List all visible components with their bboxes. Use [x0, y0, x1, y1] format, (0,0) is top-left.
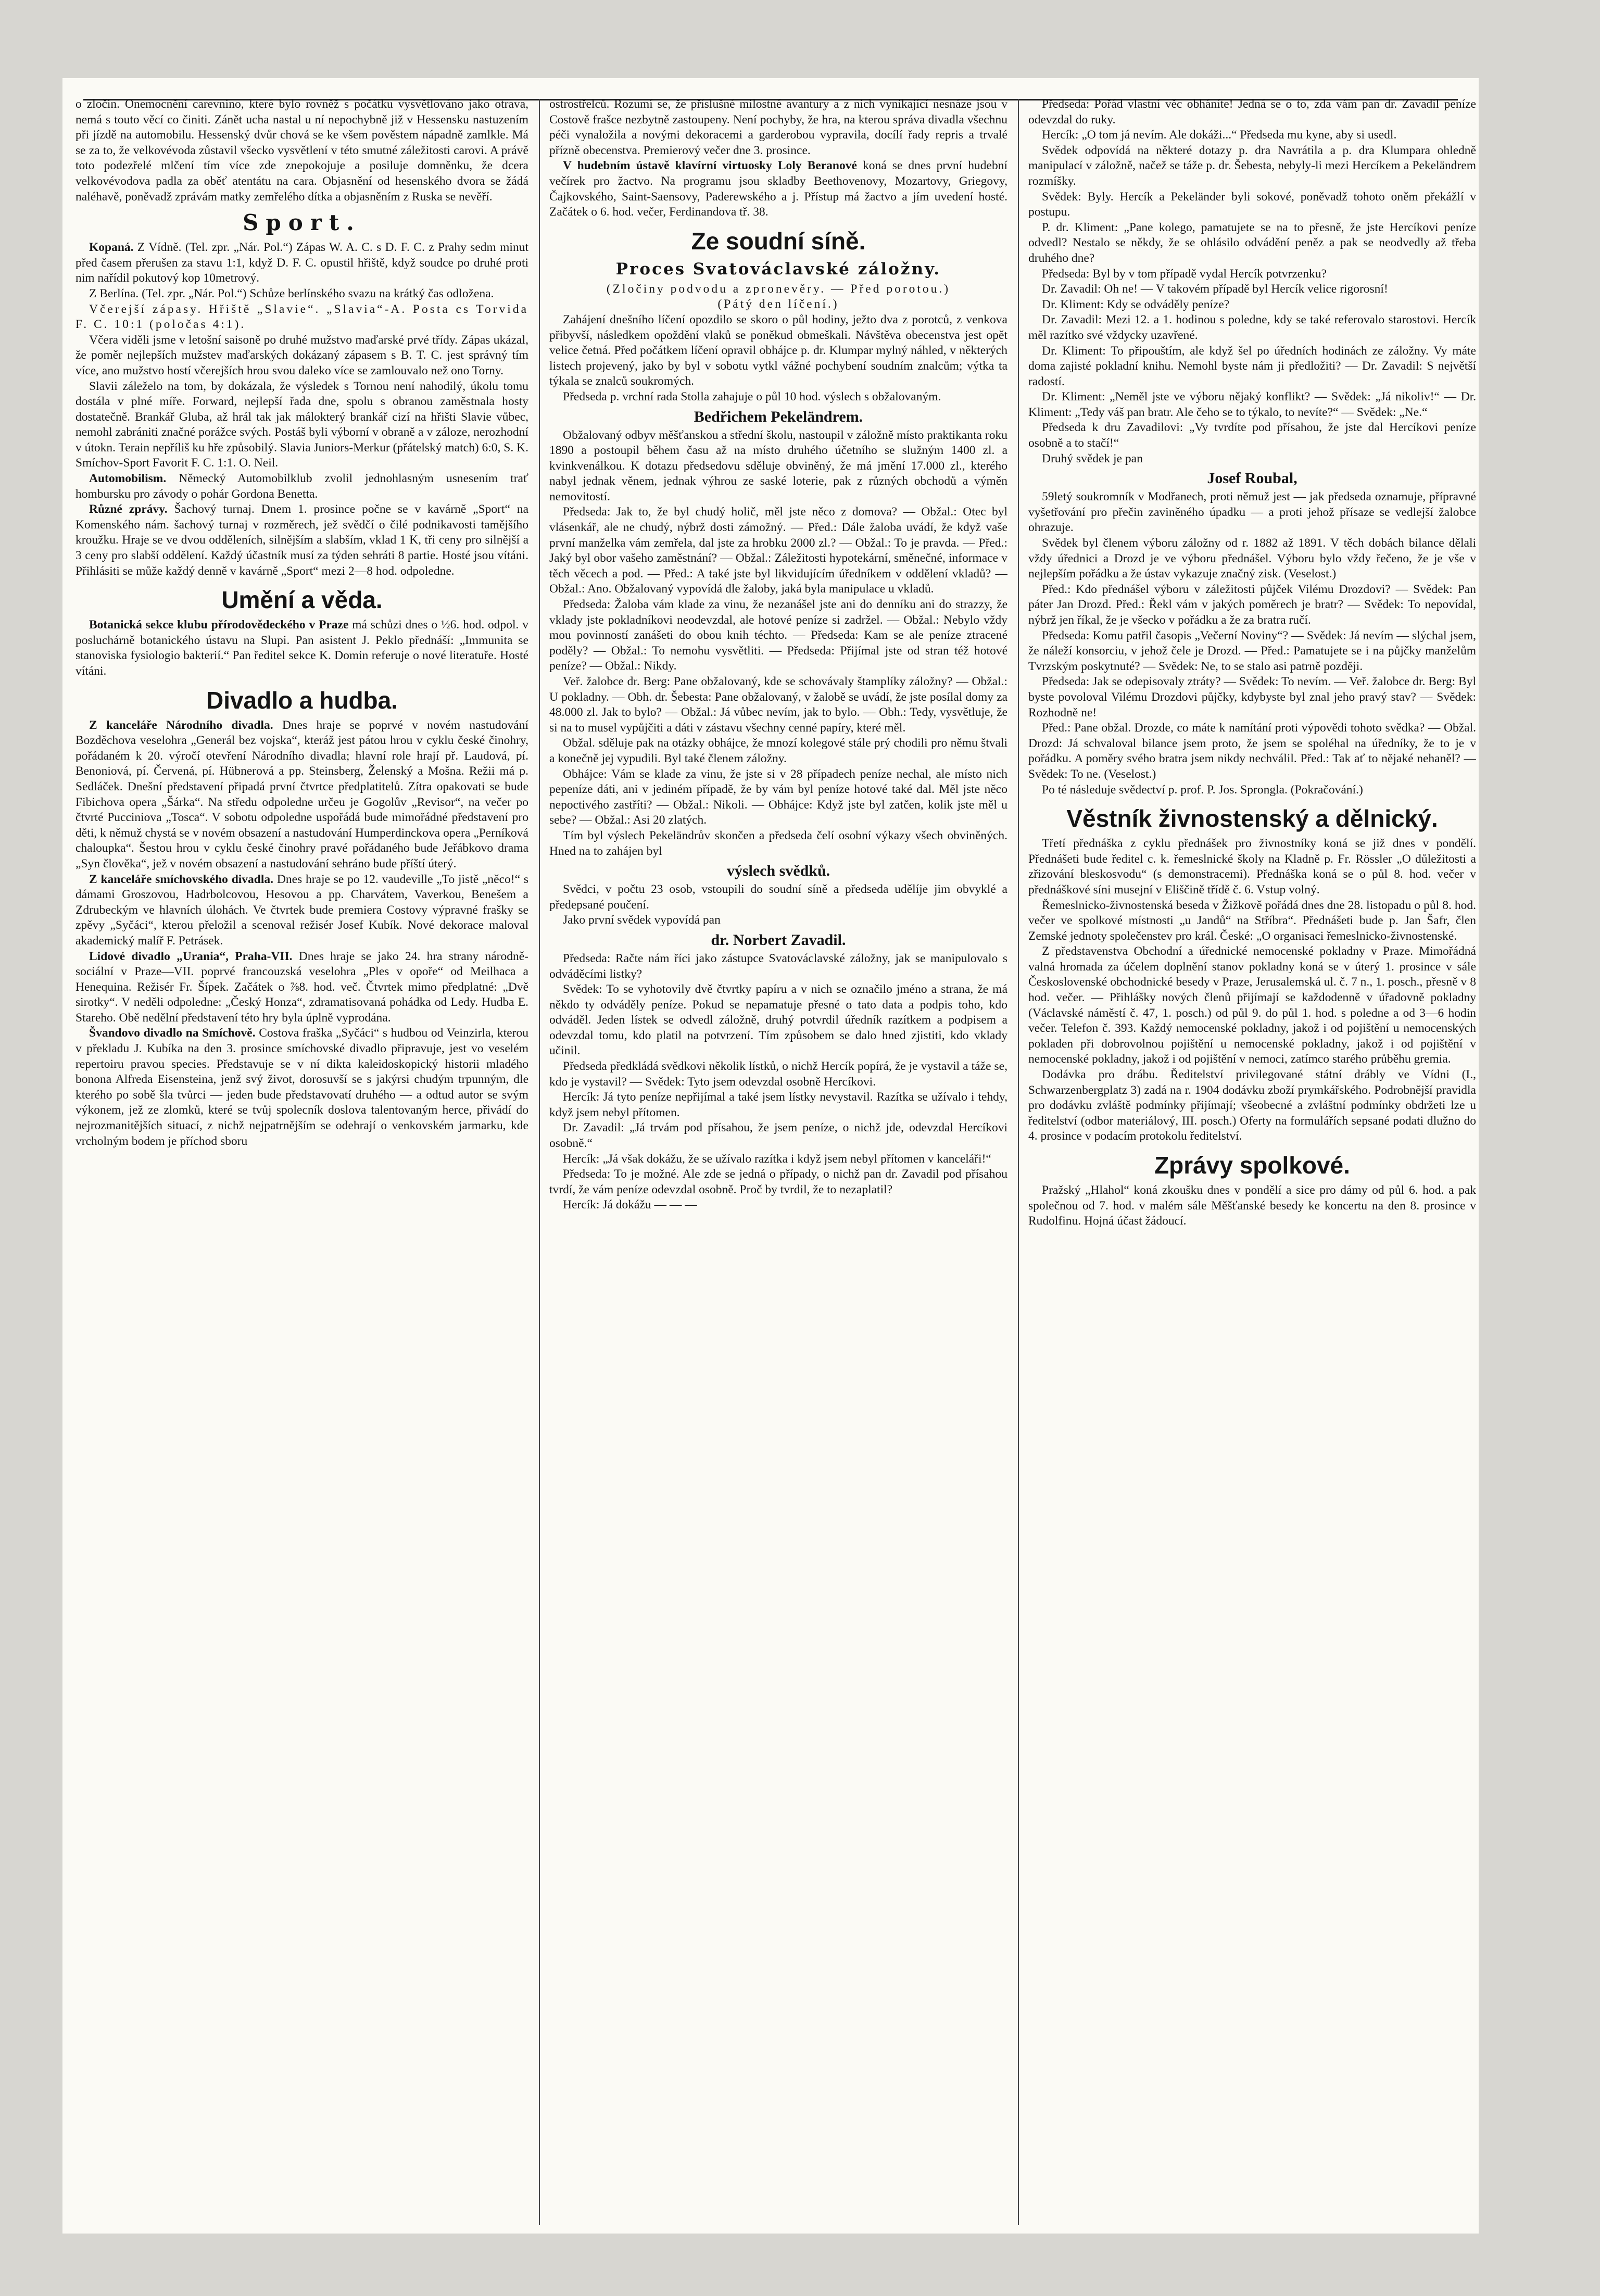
section-heading-soudni: Ze soudní síně.: [691, 227, 866, 255]
section-heading-zpravy: Zprávy spolkové.: [1154, 1152, 1350, 1179]
article-text: Předseda: To je možné. Ale zde se jedná o případy, o nichž pan dr. Zavadil pod přísahou tvrdí, že vám peníze odevzdal osobně. Proč by tvrdil, že to nezaplatil?: [549, 1167, 1007, 1196]
article-text: Předseda: Jak se odepisovaly ztráty? — Svědek: To nevím. — Veř. žalobce dr. Berg: Byl byste povoloval Vilému Drozdovi půjčky, kdybyste byl znal jeho pravý stav? — Svědek: Rozhodně ne!: [1028, 675, 1476, 720]
article-text: Svědek: To se vyhotovily dvě čtvrtky papíru a v nich se označilo jméno a strana, že má někdo ty odváděly peníze. Pokud se nepamatuje přesné o tato data a podpis toho, kdo odváděl. Jeden lístek se odvedl záložně, druhý potvrdil úředník razítkem a podpisem a odevzdal tomu, kdo platil na potvrzení. Tím způsobem se dalo hned zjistiti, kdo vklady učinil.: [549, 982, 1007, 1058]
article-text: Z představenstva Obchodní a úřednické nemocenské pokladny v Praze. Mimořádná valná hromada za účelem doplnění stanov pokladny koná se v úterý 1. prosince v sále Československé obchodnické besedy v Praze, Jerusalemská ul. č. 7 n., 1. posch., přesně v 8 hod. večer. — Přihlášky nových členů přijímají se každodenně v úřadovně pokladny (Václavské náměstí č. 47, 1. posch.) od půl 9. do půl 1. hod. s poledne a od 3—6 hodin večer. Telefon č. 393. Každý nemocenské pokladny, jakož i od pojištění u nemocenských pokladen při dobrovolnou pojištění u nemocenské pokladny, jakož i od pojištění v nemocenské pokladny, jakož i od pojištění v nemoci, zatímco starého průběhu gremia.: [1028, 944, 1476, 1066]
article-text: Hercík: „Já však dokážu, že se užívalo razítka i když jsem nebyl přítomen v kanceláři!“: [563, 1152, 991, 1166]
article-text: Svědek odpovídá na některé dotazy p. dra Navrátila a p. dra Klumpara ohledně manipulací v záložně, načež se táže p. dr. Šebesta, nebyly-li mezi Hercíkem a Pekeländrem rozmíšky.: [1028, 143, 1476, 188]
article-text: Dnes hraje se poprvé v novém nastudování Bozděchova veselohra „Generál bez vojska“, kteráž jest pátou hrou v cyklu české činohry, pořádaném k 20. výročí otevření Národního divadla; hlavní role hrají př. Laudová, pí. Benoniová, pí. Červená, pí. Hübnerová a pp. Steinsberg, Želenský a Mošna. Režii má p. Sedláček. Dnešní představení připadá první čtvrtce předplatitelů. Zítra opakovati se bude Fibichova opera „Šárka“. Na středu odpoledne určeu je Gogolův „Revisor“, na večer po čtvrté Pucciniova „Tosca“. V sobotu odpoledne uspořádá bude mimořádné představení pro děti, k němuž chystá se v novém obsazení a nastudování Humperdinckova opera „Perníková chaloupka“. Šestou hrou v cyklu české činohry pravé pořádaného bude Jeřábkovo drama „Syn člověka“, jež v novém obsazení a nastudování sehráno bude příští úterý.: [75, 718, 528, 871]
article-text: Jako první svědek vypovídá pan: [563, 913, 721, 927]
article-text: Tím byl výslech Pekeländrův skončen a předseda čelí osobní výkazy všech obviněných. Hned na to zahájen byl: [549, 828, 1007, 858]
article-text: Dnes hraje se jako 24. hra strany národně-sociální v Praze—VII. poprvé francouzská veselohra „Ples v opoře“ od Meilhaca a Henequina. Režisér Fr. Šípek. Začátek o ⅞8. hod. več. Čtvrtek mimo předplatné: „Dvě sirotky“. V neděli odpoledne: „Český Honza“, zdramatisovaná pohádka od Ledy. Hudba E. Stareho. Obě nedělní představení této hry byla úplně vyprodána.: [75, 949, 528, 1025]
article-text: Předseda p. vrchní rada Stolla zahajuje o půl 10 hod. výslech s obžalovaným.: [563, 389, 941, 403]
article-text: ostrostřelců. Rozumí se, že příslušné milostné avantury a z nich vynikající nesnáze jsou v Costově frašce nezbytně zastoupeny. Není pochyby, že hra, na kterou správa divadla všechnu péči vynaložila a novými dekoracemi a garderobou vypravila, docílí řady repris a trvalé přízně obecenstva. Premierový večer dne 3. prosince.: [549, 97, 1007, 157]
article-text: Dodávka pro drábu. Ředitelství privilegované státní drábly ve Vídni (I., Schwarzenbergplatz 3) zadá na r. 1904 dodávku zboží prymkářského. Podrobnější pravidla pro dodávku zvláště podmínky přijímají; všeobecné a zvláštní podmínky obdržeti lze u ředitelství (odbor materiálový, III. posch.) Oferty na formulářích sepsané podati dlužno do 4. prosince v podacím protokolu ředitelství.: [1028, 1068, 1476, 1143]
article-text: Veř. žalobce dr. Berg: Pane obžalovaný, kde se schovávaly štamplíky záložny? — Obžal.: U pokladny. — Obh. dr. Šebesta: Pane obžalovaný, v žalobě se uvádí, že jste posílal domy za 48.000 zl. Jak to bylo? — Obžal.: Já vůbec nevím, jak to bylo. — Obh.: Tedy, vysvětluje, že si na to musel vypůjčiti a dáti v zástavu všechny cenné papíry, které měl.: [549, 675, 1007, 735]
article-text: Svědek byl členem výboru záložny od r. 1882 až 1891. V těch dobách bilance dělali vždy úřednici a Drozd je ve výboru přednášel. Výboru bylo vždy řečeno, že je vše v nejlepším pořádku a že ústav vykazuje značný zisk. (Veselost.): [1028, 536, 1476, 581]
article-text: Z Vídně. (Tel. zpr. „Nár. Pol.“) Zápas W. A. C. s D. F. C. z Prahy sedm minut před časem přerušen za stavu 1:1, když D. F. C. opustil hřiště, když soudce po druhé proti nim nařídil pokutový kop 10metrový.: [75, 241, 528, 285]
item-label: Automobilism.: [89, 472, 167, 486]
item-label: Lidové divadlo „Urania“, Praha-VII.: [89, 949, 293, 963]
article-text: Costova fraška „Syčáci“ s hudbou od Veinzirla, kterou v překladu J. Kubíka na den 3. prosince smíchovské divadlo připravuje, jest vo veselém repertoiru pravou species. Představuje se v ní dikta kaleidoskopický historii mladého bonona Alfreda Eisensteina, jenž svý život, dorosuvší se s jakýrsi chudým trpunným, dle kterého po sobě šla tvůrci — jeden bude představovatí druhého — a odtud autor se svým výkonem, jež ze zlomků, které se tvůj spolecník doslova talentovaným herce, přivádí do nejrozmanitějších situací, z nichž nejpatrnějším se odehrají o venkovském jarmarku, kde vrcholným bodem je příchod sboru: [75, 1026, 528, 1148]
article-text: P. dr. Kliment: „Pane kolego, pamatujete se na to přesně, že jste Hercíkovi peníze odvedl? Nestalo se někdy, že se ohlásilo odvádění peněz a pak se neodvedly až třeba druhého dne?: [1028, 220, 1476, 265]
article-subtitle: (Zločiny podvodu a zpronevěry. — Před porotou.): [606, 282, 951, 296]
article-text: Dr. Zavadil: „Já trvám pod přísahou, že jsem peníze, o nichž jde, odevzdal Hercíkovi osobně.“: [549, 1121, 1007, 1151]
column-3: [1028, 97, 1476, 2234]
subheading: Bedřichem Pekeländrem.: [694, 408, 863, 425]
column-divider: [1018, 99, 1019, 2225]
article-text: Obžalovaný odbyv měšťanskou a střední školu, nastoupil v záložně místo praktikanta roku 1890 a postoupil během času až na místo druhého účetního se služným 1400 zl. a kvinkvenálkou. K dotazu předsedovu sděluje obviněný, že má jmění 17.000 zl., kterého nabyl jednak věnem, jednak výhrou ze saské loterie, pak z různých obchodů a výměn nemovitostí.: [549, 428, 1007, 503]
article-text: Hercík: „O tom já nevím. Ale dokáži...“ Předseda mu kyne, aby si usedl.: [1042, 128, 1397, 142]
article-text: Pražský „Hlahol“ koná zkoušku dnes v pondělí a sice pro dámy od půl 6. hod. a pak společnou od 7. hod. v malém sále Měšťanské besedy ke koncertu na den 8. prosince v Rudolfinu. Hojná účast žádoucí.: [1028, 1183, 1476, 1228]
item-label: Různé zprávy.: [89, 502, 168, 516]
article-text: Německý Automobilklub zvolil jednohlasným usnesením trať hombursku pro závody o pohár Gordona Benetta.: [75, 472, 528, 501]
article-text: Dr. Kliment: To připouštím, ale když šel po úředních hodinách ze záložny. Vy máte doma zajisté pokladní knihu. Nemohl byste nám ji předložiti? — Dr. Zavadil: S největší radostí.: [1028, 344, 1476, 388]
article-text: 59letý soukromník v Modřanech, proti němuž jest — jak předseda oznamuje, přípravné vyšetřování pro přečin zaviněného úpadku — a proti jehož přísaze se vedlejší žalobce ohrazuje.: [1028, 490, 1476, 535]
article-text: o zločin. Onemocnění carevnino, které bylo rovněž s počátku vysvětlováno jako otrava, nemá s touto věcí co činiti. Zánět ucha nastal u ní nepochybně již v Hessensku nastuzením při jízdě na automobilu. Hessenský dvůr chová se ke všem pověstem nápadně zamlkle. Má se za to, že velkovévoda zůstavil všecko vysvětlení v této smutné záležitosti carovi. A právě toto podezřelé mlčení tím více zde znepokojuje a posiluje domněnku, že dcera velkovévodova padla za oběť atentátu na cara. Objasnění od hesenského dvora se žádá naléhavě, poněvadž zprávám matky zemřelého dítka a objasněním z Ruska se nevěří.: [75, 97, 528, 204]
article-text: Šachový turnaj. Dnem 1. prosince počne se v kavárně „Sport“ na Komenského nám. šachový turnaj v rozměrech, jež svědčí o čilé podnikavosti tamějšího kroužku. Hraje se ve dvou odděleních, silnějším a slabším, vklad 1 K, tři ceny pro silnější a 3 ceny pro slabší oddělení. Každý účastník musí za týden sehráti 8 partie. Hosté jsou vítáni. Přihlásiti se může každý denně v kavárně „Sport“ mezi 2—8 hod. odpoledne.: [75, 502, 528, 578]
item-label: Kopaná.: [89, 241, 134, 255]
article-text: Před.: Pane obžal. Drozde, co máte k namítání proti výpovědi tohoto svědka? — Obžal. Drozd: Já schvaloval bilance jsem proto, že jsem se spoléhal na úředníky, že to je v pořádku. A poměry svého bratra jsem nikdy nechválil. Před.: Tak ať to nějaké nehaněl? — Svědek: To ne. (Veselost.): [1028, 721, 1476, 781]
article-text: Předseda: Račte nám říci jako zástupce Svatováclavské záložny, jak se manipulovalo s odváděcími listky?: [549, 951, 1007, 981]
article-text: Svědci, v počtu 23 osob, vstoupili do soudní síně a předseda udělíje jim obvyklé a předepsané poučení.: [549, 882, 1007, 912]
article-text: Předseda k dru Zavadilovi: „Vy tvrdíte pod přísahou, že jste dal Hercíkovi peníze osobně a to stačí!“: [1028, 421, 1476, 450]
newspaper-page: [62, 78, 1479, 2234]
article-text: Včera viděli jsme v letošní saisoně po druhé mužstvo maďarské prvé třídy. Zápas ukázal, že poměr nejlepších mužstev maďarských dokázaný zápasem s B. T. C. jest správný tím více, ano mužstvo hostí včerejších hrou svou daleko více se zamlouvalo než ono Torny.: [75, 333, 528, 377]
article-text: Svědek: Byly. Hercík a Pekeländer byli sokové, poněvadž tohoto oněm překážlí v postupu.: [1028, 190, 1476, 219]
article-text: Předseda: Žaloba vám klade za vinu, že nezanášel jste ani do denníku ani do strazzy, že vklady jste pokladníkovi neodevzdal, ale hotové peníze si zadržel. — Obžal.: Nebylo vždy mou povinností zanášeti do obou knih téchto. — Předseda: Kam se ale peníze ztracené poděly? — Obžal.: To nemohu vysvětliti. — Předseda: Přijímal jste od stran též hotové peníze? — Obžal.: Nikdy.: [549, 598, 1007, 673]
section-heading-vestnik: Věstník živnostenský a dělnický.: [1066, 805, 1438, 832]
article-text: Hercík: Já tyto peníze nepřijímal a také jsem lístky nevystavil. Razítka se užívalo i tehdy, když jsem nebyl přítomen.: [549, 1090, 1007, 1119]
article-text: Třetí přednáška z cyklu přednášek pro živnostníky koná se již dnes v pondělí. Přednášeti bude ředitel c. k. řemeslnické školy na Kladně p. Fr. Rössler „O důležitosti a zřizování bleskosvodu“ (s demonstracemi). Přednáška koná se o půl 8. hod. večer v přednáškové síni musejní v Eliščině třídě č. 6. Vstup volný.: [1028, 837, 1476, 897]
article-subtitle: (Pátý den líčení.): [717, 297, 839, 311]
article-text: Po té následuje svědectví p. prof. P. Jos. Sprongla. (Pokračování.): [1042, 783, 1363, 797]
section-heading-sport: Sport.: [243, 210, 361, 236]
article-text: Řemeslnicko-živnostenská beseda v Žižkově pořádá dnes dne 28. listopadu o půl 8. hod. večer ve spolkové místnosti „u Jandů“ na Stříbra“. Přednášeti bude p. Jan Šafr, člen Zemské jednoty společenstev pro král. České: „O organisaci řemeslnicko-živnostenské.: [1028, 898, 1476, 943]
article-text: Dr. Zavadil: Oh ne! — V takovém případě byl Hercík velice rigorosní!: [1042, 282, 1388, 296]
subheading: Josef Roubal,: [1207, 470, 1297, 487]
item-label: Švandovo divadlo na Smíchově.: [89, 1026, 256, 1040]
article-text: Dr. Kliment: Kdy se odváděly peníze?: [1042, 297, 1230, 311]
item-label: Z kanceláře Národního divadla.: [89, 718, 273, 732]
article-text: Včerejší zápasy. Hřiště „Slavie“. „Slavia“-A. Posta cs Torvida F. C. 10:1 (poločas 4:1).: [75, 302, 528, 332]
article-text: Předseda předkládá svědkovi několik lístků, o nichž Hercík popírá, že je vystavil a táže se, kdo je vystavil? — Svědek: Tyto jsem odevzdal osobně Hercíkovi.: [549, 1059, 1007, 1089]
column-2: [549, 97, 1007, 2234]
item-label: Botanická sekce klubu přírodovědeckého v Praze: [89, 618, 349, 632]
section-heading-umeni: Umění a věda.: [221, 586, 383, 614]
article-text: Obhájce: Vám se klade za vinu, že jste si v 28 případech peníze nechal, ale místo nich pepeníze dáti, ani v jediném případě, že by vám byl peníze hotové také dal. Měl jste něco nepoctivého zastříti? — Obžal.: Nikoli. — Obhájce: Když jste byl zatčen, kolik jste měl u sebe? — Obžal.: Asi 20 zlatých.: [549, 767, 1007, 827]
article-text: Z Berlína. (Tel. zpr. „Nár. Pol.“) Schůze berlínského svazu na krátký čas odložena.: [89, 286, 494, 300]
subheading: výslech svědků.: [726, 862, 830, 880]
article-text: Obžal. sděluje pak na otázky obhájce, že mnozí kolegové stále prý chodili pro němu štvali a konečně jej vypudili. Byl také členem záložny.: [549, 736, 1007, 765]
article-text: Hercík: Já dokážu — — —: [563, 1198, 697, 1212]
column-divider: [539, 99, 540, 2225]
item-label: Z kanceláře smíchovského divadla.: [89, 872, 274, 886]
article-text: Dnes hraje se po 12. vaudeville „To jistě „něco!“ s dámami Groszovou, Hadrbolcovou, Hesovou a pp. Charvátem, Vaverkou, Benešem a Zdrubeckým ve hlavních úlohách. Ve čtvrtek bude premiera Costovy výpravné frašky se zpěvy „Syčáci“, kterou přeložil a scenoval režisér Josef Kubík. Nové dekorace maloval akademický malíř F. Petrásek.: [75, 872, 528, 948]
subheading: dr. Norbert Zavadil.: [711, 931, 846, 949]
article-text: koná se dnes první hudební večírek pro žactvo. Na programu jsou skladby Beethovenovy, Mozartovy, Griegovy, Čajkovského, Saint-Saensovy, Paderewského a j. Přístup má žactvo a jím uvedení hosté. Začátek o 6. hod. večer, Ferdinandova tř. 38.: [549, 159, 1007, 219]
article-title: Proces Svatováclavské záložny.: [615, 259, 941, 279]
article-text: Slavii záleželo na tom, by dokázala, že výsledek s Tornou není nahodilý, úkolu tomu dostála v plné míře. Forward, nejlepší řada dne, spolu s obranou zaměstnala hosty dostatečně. Brankář Gluba, až hrál tak jak málokterý brankář cizí na hřišti Slavie vůbec, nemohl zabrániti značné porážce svých. Postáš byli výborní v obraně a v záloze, nerozhodní v útokn. Terain nepříliš ku hře způsobilý. Slavia Juniors-Merkur (přátelský match) 6:0, S. K. Smíchov-Sport Favorit F. C. 1:1. O. Neil.: [75, 379, 528, 470]
item-label: V hudebním ústavě klavírní virtuosky Loly Beranové: [563, 159, 857, 173]
article-text: má schůzi dnes o ½6. hod. odpol. v posluchárně botanického ústavu na Slupi. Pan asistent J. Peklo přednáší: „Immunita se stanoviska fysiologio bakterií.“ Pan ředitel sekce K. Domin referuje o nové literatuře. Hosté vítáni.: [75, 618, 528, 678]
article-text: Předseda: Komu patřil časopis „Večerní Noviny“? — Svědek: Já nevím — slýchal jsem, že náleží konsorciu, v jehož čele je Drozd. — Před.: Pamatujete se i na půjčky manželům Tvrzským poskytnuté? — Svědek: Ne, to se stalo asi patrně později.: [1028, 628, 1476, 673]
article-text: Předseda: Pořád vlastní věc obháníte! Jedná se o to, zda vám pan dr. Zavadil peníze odevzdal do ruky.: [1028, 97, 1476, 127]
column-1: [75, 97, 528, 2234]
article-text: Předseda: Byl by v tom případě vydal Hercík potvrzenku?: [1042, 267, 1327, 281]
article-text: Zahájení dnešního líčení opozdilo se skoro o půl hodiny, ježto dva z porotců, z venkova přibyvší, následkem opoždění vlaků se poněkud obmeškali. Návštěva obecenstva jest opět velice četná. Před počátkem líčení opravil obhájce p. dr. Klumpar mylný náhled, v některých listech projevený, jako by byl v sobotu vytkl vážné pochybení soudním znalcům; výtka ta týkala se znalců soukromých.: [549, 312, 1007, 388]
article-text: Dr. Zavadil: Mezi 12. a 1. hodinou s poledne, kdy se také referovalo starostovi. Hercík měl razítko své vždycky uzavřené.: [1028, 313, 1476, 342]
article-text: Dr. Kliment: „Neměl jste ve výboru nějaký konflikt? — Svědek: „Já nikoliv!“ — Dr. Kliment: „Tedy váš pan bratr. Ale čeho se to týkalo, to nevíte?“ — Svědek: „Ne.“: [1028, 390, 1476, 419]
article-text: Druhý svědek je pan: [1042, 451, 1143, 465]
article-text: Předseda: Jak to, že byl chudý holič, měl jste něco z domova? — Obžal.: Otec byl vlásenkář, ale ne chudý, nýbrž dosti zámožný. — Před.: Dále žaloba uvádí, že když vaše první manželka vám zemřela, dal jste za hrobku 2000 zl.? — Obžal.: To je pravda. — Před.: Jaký byl obor vašeho zaměstnání? — Obžal.: Záležitosti hypotekární, směnečné, informace v těch věcech a pod. — Před.: A také jste byl likvidujícím úředníkem v oddělení vkladů? — Obžal.: Ano. Obžalovaný vypovídá dle žaloby, jaká byla manipulace u vkladů.: [549, 505, 1007, 596]
article-text: Před.: Kdo přednášel výboru v záležitosti půjček Vilému Drozdovi? — Svědek: Pan páter Jan Drozd. Před.: Řekl vám v jakých poměrech je bratr? — Svědek: To nepovídal, nýbrž jen říkal, že je všecko v pořádku a že za bratra ručí.: [1028, 582, 1476, 627]
section-heading-divadlo: Divadlo a hudba.: [206, 686, 398, 714]
